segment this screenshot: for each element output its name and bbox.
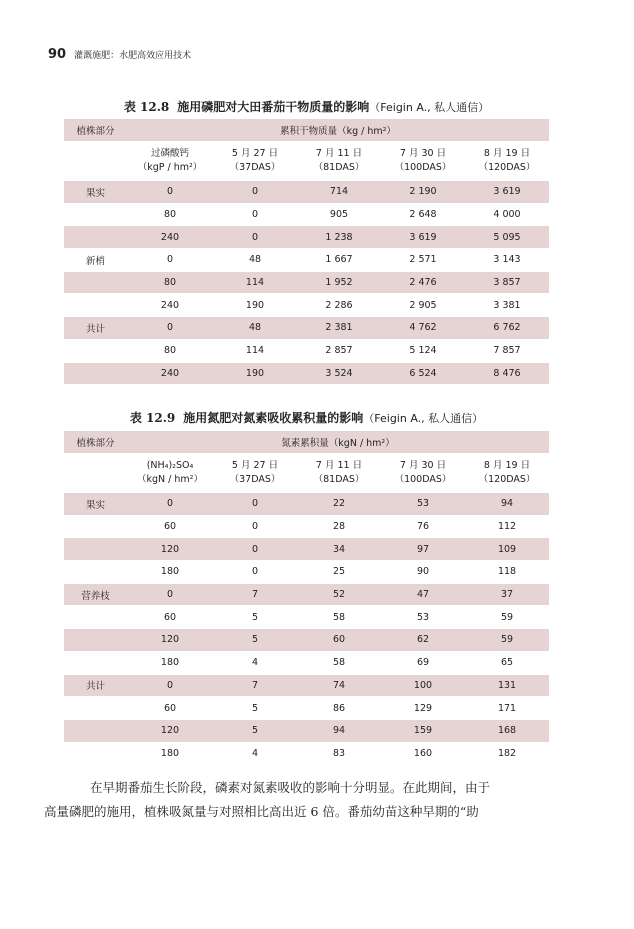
table-number: 表 12.8	[123, 100, 170, 114]
table-cell: 2 190	[381, 181, 465, 204]
row-label-cell	[64, 697, 127, 720]
subheader-blank	[64, 454, 127, 493]
table-row	[64, 674, 549, 697]
row-label-cell	[64, 294, 127, 317]
table-cell: 190	[213, 294, 297, 317]
table-cell: 7	[213, 583, 297, 606]
table-cell: 74	[297, 674, 381, 697]
row-label-cell: 果实	[64, 493, 127, 516]
table-cell: 52	[297, 583, 381, 606]
row-label-cell	[64, 203, 127, 226]
table-header-row	[64, 119, 549, 142]
table-cell: 168	[465, 719, 549, 742]
table-cell: 5	[213, 697, 297, 720]
table-title: 施用磷肥对大田番茄干物质量的影响	[177, 100, 370, 114]
column-header-plant-part: 植株部分	[64, 431, 127, 454]
table-cell: 60	[297, 629, 381, 652]
table-subheader-row	[64, 142, 549, 181]
subheader-cell: 7 月 11 日 （81DAS）	[297, 142, 381, 181]
table-cell: 0	[213, 561, 297, 584]
table-cell: 120	[127, 719, 213, 742]
table-caption-12-8	[64, 98, 549, 115]
table-cell: 7	[213, 674, 297, 697]
table-cell: 3 143	[465, 249, 549, 272]
table-cell: 5	[213, 719, 297, 742]
subheader-cell: 7 月 30 日 （100DAS）	[381, 142, 465, 181]
table-cell: 90	[381, 561, 465, 584]
table-cell: 28	[297, 515, 381, 538]
row-label-cell: 营养枝	[64, 583, 127, 606]
row-label-cell: 果实	[64, 181, 127, 204]
table-cell: 2 381	[297, 317, 381, 340]
table-header-row	[64, 431, 549, 454]
subheader-cell: 8 月 19 日 （120DAS）	[465, 142, 549, 181]
table-cell: 0	[127, 583, 213, 606]
table-cell: 0	[127, 181, 213, 204]
table-cell: 714	[297, 181, 381, 204]
row-label-cell	[64, 226, 127, 249]
table-cell: 65	[465, 651, 549, 674]
table-cell: 0	[213, 203, 297, 226]
table-12-8	[64, 119, 549, 385]
table-cell: 94	[297, 719, 381, 742]
table-cell: 2 476	[381, 271, 465, 294]
table-row	[64, 362, 549, 385]
row-label-cell	[64, 271, 127, 294]
table-cell: 22	[297, 493, 381, 516]
subheader-cell: 8 月 19 日 （120DAS）	[465, 454, 549, 493]
table-cell: 182	[465, 742, 549, 765]
table-row	[64, 629, 549, 652]
table-cell: 4 000	[465, 203, 549, 226]
table-cell: 118	[465, 561, 549, 584]
row-label-cell	[64, 742, 127, 765]
table-cell: 80	[127, 271, 213, 294]
table-cell: 100	[381, 674, 465, 697]
table-cell: 159	[381, 719, 465, 742]
row-label-cell: 共计	[64, 674, 127, 697]
table-cell: 240	[127, 362, 213, 385]
table-cell: 53	[381, 606, 465, 629]
table-cell: 6 762	[465, 317, 549, 340]
table-cell: 3 619	[381, 226, 465, 249]
row-label-cell	[64, 515, 127, 538]
table-cell: 120	[127, 629, 213, 652]
table-cell: 0	[213, 181, 297, 204]
table-cell: 58	[297, 651, 381, 674]
table-cell: 0	[127, 317, 213, 340]
table-cell: 1 238	[297, 226, 381, 249]
table-source: （Feigin A., 私人通信）	[363, 412, 484, 425]
table-caption-12-9	[64, 409, 549, 426]
table-row	[64, 271, 549, 294]
table-cell: 80	[127, 203, 213, 226]
row-label-cell	[64, 362, 127, 385]
table-cell: 180	[127, 561, 213, 584]
table-cell: 48	[213, 249, 297, 272]
table-cell: 905	[297, 203, 381, 226]
table-row	[64, 719, 549, 742]
table-cell: 60	[127, 515, 213, 538]
table-row	[64, 538, 549, 561]
table-cell: 80	[127, 339, 213, 362]
row-label-cell	[64, 629, 127, 652]
table-cell: 0	[213, 226, 297, 249]
table-cell: 2 648	[381, 203, 465, 226]
table-cell: 5	[213, 629, 297, 652]
column-header-group: 累积干物质量（kg / hm²）	[127, 119, 549, 142]
table-cell: 5 095	[465, 226, 549, 249]
row-label-cell	[64, 719, 127, 742]
subheader-cell: 7 月 30 日 （100DAS）	[381, 454, 465, 493]
table-row	[64, 317, 549, 340]
subheader-blank	[64, 142, 127, 181]
table-cell: 5	[213, 606, 297, 629]
table-cell: 94	[465, 493, 549, 516]
table-cell: 6 524	[381, 362, 465, 385]
table-cell: 2 857	[297, 339, 381, 362]
table-cell: 47	[381, 583, 465, 606]
table-cell: 2 571	[381, 249, 465, 272]
table-cell: 3 381	[465, 294, 549, 317]
table-row	[64, 583, 549, 606]
table-cell: 37	[465, 583, 549, 606]
table-cell: 114	[213, 271, 297, 294]
table-cell: 60	[127, 697, 213, 720]
table-cell: 1 667	[297, 249, 381, 272]
table-row	[64, 742, 549, 765]
running-head	[48, 47, 191, 62]
subheader-cell: 5 月 27 日 （37DAS）	[213, 454, 297, 493]
table-row	[64, 226, 549, 249]
table-cell: 97	[381, 538, 465, 561]
row-label-cell	[64, 538, 127, 561]
table-cell: 180	[127, 742, 213, 765]
table-cell: 53	[381, 493, 465, 516]
table-cell: 240	[127, 294, 213, 317]
table-subheader-row	[64, 454, 549, 493]
table-cell: 0	[127, 493, 213, 516]
table-row	[64, 203, 549, 226]
row-label-cell	[64, 651, 127, 674]
page-number: 90	[48, 47, 67, 62]
table-12-9	[64, 431, 549, 765]
column-header-group: 氮素累积量（kgN / hm²）	[127, 431, 549, 454]
table-row	[64, 294, 549, 317]
table-cell: 112	[465, 515, 549, 538]
table-cell: 3 524	[297, 362, 381, 385]
table-cell: 180	[127, 651, 213, 674]
row-label-cell: 共计	[64, 317, 127, 340]
table-cell: 109	[465, 538, 549, 561]
table-cell: 171	[465, 697, 549, 720]
table-row	[64, 339, 549, 362]
table-cell: 2 286	[297, 294, 381, 317]
table-cell: 5 124	[381, 339, 465, 362]
table-cell: 8 476	[465, 362, 549, 385]
row-label-cell: 新梢	[64, 249, 127, 272]
table-number: 表 12.9	[129, 411, 176, 425]
table-cell: 3 619	[465, 181, 549, 204]
table-row	[64, 515, 549, 538]
table-cell: 131	[465, 674, 549, 697]
table-row	[64, 249, 549, 272]
table-cell: 25	[297, 561, 381, 584]
table-row	[64, 561, 549, 584]
book-title: 灌溉施肥：水肥高效应用技术	[74, 51, 192, 61]
table-row	[64, 493, 549, 516]
table-row	[64, 697, 549, 720]
table-cell: 129	[381, 697, 465, 720]
table-row	[64, 651, 549, 674]
table-cell: 4	[213, 742, 297, 765]
table-cell: 69	[381, 651, 465, 674]
table-cell: 34	[297, 538, 381, 561]
table-cell: 86	[297, 697, 381, 720]
table-cell: 4	[213, 651, 297, 674]
row-label-cell	[64, 561, 127, 584]
table-cell: 0	[213, 538, 297, 561]
table-cell: 4 762	[381, 317, 465, 340]
table-cell: 83	[297, 742, 381, 765]
table-cell: 48	[213, 317, 297, 340]
table-cell: 62	[381, 629, 465, 652]
column-header-plant-part: 植株部分	[64, 119, 127, 142]
table-cell: 190	[213, 362, 297, 385]
table-cell: 3 857	[465, 271, 549, 294]
subheader-cell: (NH₄)₂SO₄ （kgN / hm²）	[127, 454, 213, 493]
table-cell: 240	[127, 226, 213, 249]
paragraph-line: 高量磷肥的施用，植株吸氮量与对照相比高出近 6 倍。番茄幼苗这种早期的“助	[44, 804, 479, 819]
table-cell: 59	[465, 629, 549, 652]
table-cell: 2 905	[381, 294, 465, 317]
body-paragraph	[44, 776, 554, 824]
table-cell: 60	[127, 606, 213, 629]
table-cell: 120	[127, 538, 213, 561]
row-label-cell	[64, 606, 127, 629]
table-cell: 160	[381, 742, 465, 765]
subheader-cell: 7 月 11 日 （81DAS）	[297, 454, 381, 493]
table-cell: 1 952	[297, 271, 381, 294]
subheader-cell: 5 月 27 日 （37DAS）	[213, 142, 297, 181]
table-row	[64, 181, 549, 204]
row-label-cell	[64, 339, 127, 362]
table-title: 施用氮肥对氮素吸收累积量的影响	[183, 411, 364, 425]
table-cell: 0	[127, 249, 213, 272]
table-cell: 58	[297, 606, 381, 629]
table-cell: 0	[213, 515, 297, 538]
table-cell: 7 857	[465, 339, 549, 362]
table-row	[64, 606, 549, 629]
table-cell: 114	[213, 339, 297, 362]
table-cell: 76	[381, 515, 465, 538]
table-cell: 0	[127, 674, 213, 697]
table-cell: 0	[213, 493, 297, 516]
table-cell: 59	[465, 606, 549, 629]
subheader-cell: 过磷酸钙 （kgP / hm²）	[127, 142, 213, 181]
paragraph-line: 在早期番茄生长阶段，磷素对氮素吸收的影响十分明显。在此期间，由于	[90, 780, 491, 795]
table-source: （Feigin A., 私人通信）	[369, 101, 490, 114]
